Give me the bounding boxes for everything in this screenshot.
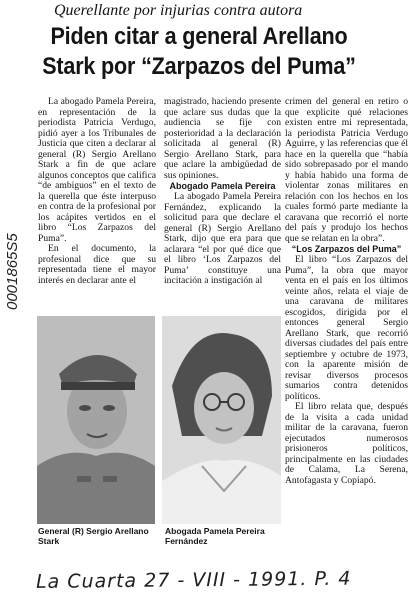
subheading: Abogado Pamela Pereira xyxy=(169,181,276,191)
archive-code: 0001865S5 xyxy=(4,233,21,310)
paragraph: magistrado, haciendo presente que aclare sus dudas que la audiencia se fije con posterioridad a la declaración solicitada al general (R) Sergio Arellano Stark, para que aclare la ambigüedad de sus opiniones. xyxy=(164,96,281,181)
headline-line-1: Piden citar a general Arellano xyxy=(50,23,348,50)
headline-line-2: Stark por “Zarpazos del Puma” xyxy=(42,53,356,80)
portrait-lawyer-image xyxy=(162,316,281,524)
headline xyxy=(34,22,364,82)
paragraph: crimen del general en retiro o que explicite qué relaciones existen entre mi representada, la periodista Patricia Verdugo Aguirre, y las referencias que él hace en la querella que “había sido sobrepasado por el mando y había habido una forma de violentar zonas militares en relación con los hechos en los cuales formó parte mediante la caravana que recorrió el norte del país y produjo los hechos que se relatan en la obra”. xyxy=(285,96,408,244)
photo-general-arellano xyxy=(37,316,155,524)
subheading: “Los Zarpazos del Puma” xyxy=(291,244,402,254)
paragraph: La abogado Pamela Pereira Fernández, explicando la solicitud para que declare el general (R) Sergio Arellano Stark, dijo que era para que aclarara “el por qué dice que el libro ‘Los Zarpazos del Puma’ constituye una incitación a instigación al xyxy=(164,191,281,286)
caption-photo-2: Abogada Pamela Pereira Fernández xyxy=(165,526,265,546)
portrait-general-image xyxy=(37,316,155,524)
photo-pamela-pereira xyxy=(162,316,281,524)
column-1 xyxy=(38,97,156,286)
caption-photo-1: General (R) Sergio Arellano Stark xyxy=(38,526,149,546)
paragraph: El libro “Los Zarpazos del Puma”, la obra que mayor venta en el país en los últimos veinte años, relata el viaje de una caravana de militares escogidos, dirigida por el entonces general Sergio Arellano Stark, que recorrió diversas ciudades del país entre septiembre y octubre de 1973, con la aparente misión de revisar diversos procesos sumarios contra detenidos políticos. xyxy=(285,254,408,402)
column-3 xyxy=(285,97,408,486)
paragraph: En el documento, la profesional dice que su representada tiene el mayor interés en declarar ante el xyxy=(38,243,156,286)
kicker: Querellante por injurias contra autora xyxy=(54,2,303,19)
paragraph: El libro relata que, después de la visita a cada unidad militar de la caravana, fueron ejecutados numerosos prisioneros políticos, principalmente en las ciudades de Calama, La Serena, Antofagasta y Copiapó. xyxy=(285,401,408,486)
handwritten-source-note: La Cuarta 27 - VIII - 1991. P. 4 xyxy=(35,567,352,593)
column-2 xyxy=(164,97,281,287)
paragraph: La abogado Pamela Pereira, en representación de la periodista Patricia Verdugo, pidió ayer a los Tribunales de Justicia que citen a declarar al general (R) Sergio Arellano Stark a fin de que aclare algunos conceptos que califica “de ambiguos” en el texto de la querella que éste interpuso en contra de la profesional por los acápites vertidos en el libro “Los Zarpazos del Puma”. xyxy=(38,96,156,244)
